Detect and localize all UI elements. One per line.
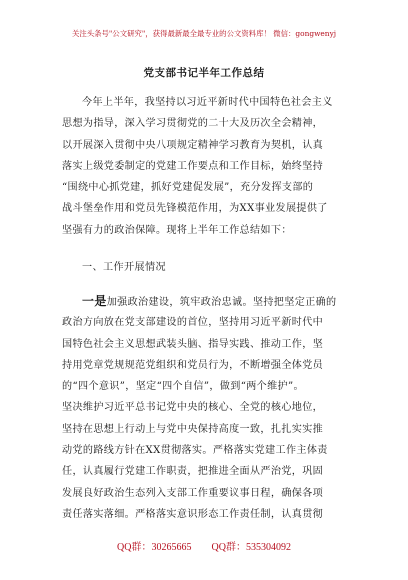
item-line: 责任落实落细。严格落实意识形态工作责任制，认真贯彻 [62, 508, 324, 520]
item-line: 坚决维护习近平总书记党中央的核心、全党的核心地位， [62, 402, 324, 414]
item-line: 发展良好政治生态列入支部工作重要议事日程，确保各项 [62, 487, 324, 499]
qq-group-2-number: 535304092 [245, 542, 291, 553]
item-paragraph [62, 291, 342, 525]
item-line: 国特色社会主义思想武装头脑、指导实践、推动工作，坚 [62, 338, 324, 350]
section-heading: 一、工作开展情况 [82, 262, 166, 273]
item-line: 动党的路线方针在XX贯彻落实。严格落实党建工作主体责 [62, 445, 328, 457]
qq-group-2-label: QQ群： [211, 542, 246, 553]
header-promo-note: 关注头条号"公文研究"，获得最新最全最专业的公文资料库！ 微信：gongwenyj [71, 29, 337, 38]
intro-paragraph [62, 92, 342, 241]
item-line: 坚持在思想上行动上与党中央保持高度一致，扎扎实实推 [62, 423, 324, 435]
item-line: 的“四个意识”，坚定“四个自信”，做到“两个维护”。 [62, 381, 304, 393]
intro-line: 战斗堡垒作用和党员先锋模范作用，为XX事业发展提供了 [62, 203, 328, 215]
item-line: 持用党章党规规范党组织和党员行为，不断增强全体党员 [62, 359, 324, 371]
intro-line: 思想为指导，深入学习贯彻党的二十大及历次全会精神， [62, 118, 324, 130]
intro-line: “围绕中心抓党建，抓好党建促发展”，充分发挥支部的 [62, 182, 314, 194]
document-title: 党支部书记半年工作总结 [143, 67, 265, 79]
item-line: 政治方向放在党支部建设的首位，坚持用习近平新时代中 [62, 317, 324, 329]
item-lead: 一是 [82, 294, 107, 308]
footer-qq-groups [0, 538, 408, 553]
intro-line: 以开展深入贯彻中央八项规定精神学习教育为契机，认真 [62, 139, 324, 151]
intro-line: 今年上半年，我坚持以习近平新时代中国特色社会主义 [82, 97, 333, 108]
intro-line: 落实上级党委制定的党建工作要点和工作目标，始终坚持 [62, 160, 324, 172]
qq-group-1-label: QQ群： [117, 542, 152, 553]
intro-line: 坚强有力的政治保障。现将上半年工作总结如下： [62, 224, 292, 236]
item-line: 任，认真履行党建工作职责，把推进全面从严治党，巩固 [62, 466, 324, 478]
qq-group-1-number: 30265665 [151, 542, 192, 553]
item-first-line-text: 加强政治建设，筑牢政治忠诚。坚持把坚定正确的 [106, 297, 337, 308]
item-first-line [62, 291, 342, 312]
